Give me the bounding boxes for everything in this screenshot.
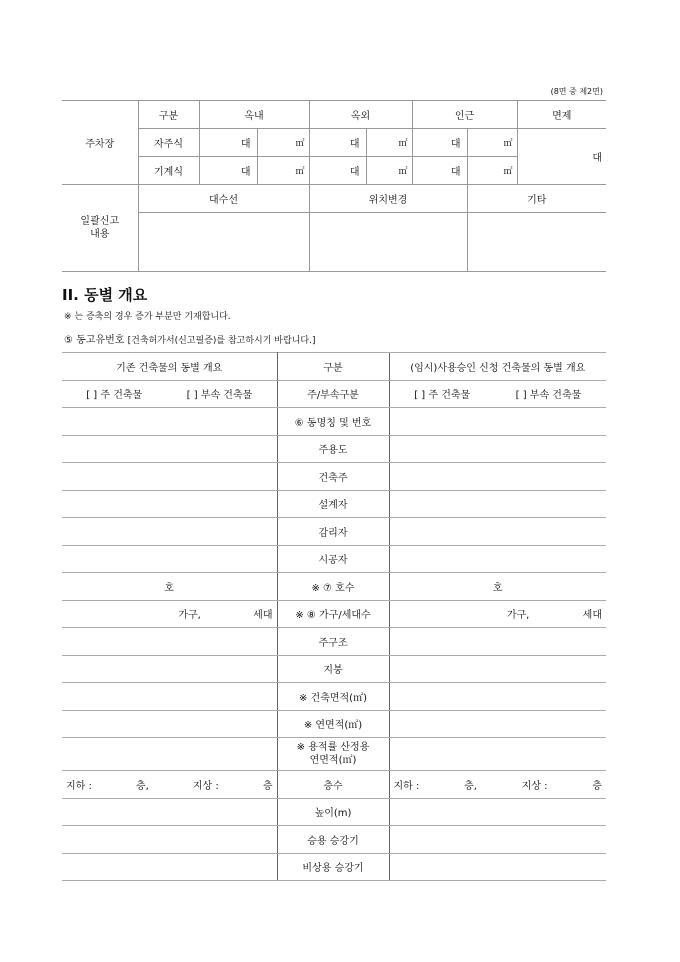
new-field[interactable] — [389, 490, 606, 518]
item-structure: 주구조 — [277, 628, 389, 656]
item-supervisor: 감리자 — [277, 518, 389, 546]
nearby-area[interactable]: ㎡ — [467, 129, 517, 157]
sedae-label: 세대 — [253, 610, 273, 622]
gubun-header: 구분 — [277, 353, 389, 381]
item-height: 높이(m) — [277, 798, 389, 826]
existing-field[interactable] — [62, 738, 277, 771]
bulk-col-relocate: 위치변경 — [309, 185, 467, 213]
new-field[interactable] — [389, 545, 606, 573]
new-ho[interactable]: 호 — [389, 573, 606, 601]
nearby-count[interactable]: 대 — [412, 129, 467, 157]
item-use: 주용도 — [277, 435, 389, 463]
new-field[interactable] — [389, 408, 606, 436]
bulk-label: 일괄신고 내용 — [62, 185, 138, 272]
parking-header-nearby: 인근 — [412, 101, 517, 129]
new-field[interactable] — [389, 655, 606, 683]
new-field[interactable] — [389, 435, 606, 463]
nearby-count-mech[interactable]: 대 — [412, 157, 467, 185]
indoor-area-mech[interactable]: ㎡ — [257, 157, 309, 185]
item-building-area: ※ 건축면적(㎡) — [277, 683, 389, 711]
item-household: ※ ⑧ 가구/세대수 — [277, 600, 389, 628]
parking-header-gubun: 구분 — [138, 101, 199, 129]
new-floors[interactable]: 지하 : 층, 지상 : 층 — [389, 771, 606, 799]
new-field[interactable] — [389, 826, 606, 854]
existing-ho[interactable]: 호 — [62, 573, 277, 601]
gagu-label: 가구, — [506, 610, 530, 622]
main-building-check[interactable]: [ ] 주 건축물 — [414, 390, 471, 402]
bulk-col-other: 기타 — [467, 185, 606, 213]
existing-type[interactable] — [62, 380, 277, 408]
existing-field[interactable] — [62, 798, 277, 826]
item-roof: 지붕 — [277, 655, 389, 683]
page-number: (8면 중 제2면) — [550, 87, 603, 96]
item-passenger-elevator: 승용 승강기 — [277, 826, 389, 854]
building-id-hint: [건축허가서(신고필증)를 참고하시기 바랍니다.] — [127, 336, 316, 346]
indoor-count[interactable]: 대 — [199, 129, 257, 157]
item-emergency-elevator: 비상용 승강기 — [277, 853, 389, 881]
existing-field[interactable] — [62, 518, 277, 546]
parking-table — [62, 100, 606, 272]
item-type: 주/부속구분 — [277, 380, 389, 408]
new-field[interactable] — [389, 798, 606, 826]
new-type[interactable] — [389, 380, 606, 408]
item-floors: 층수 — [277, 771, 389, 799]
new-field[interactable] — [389, 463, 606, 491]
nearby-area-mech[interactable]: ㎡ — [467, 157, 517, 185]
indoor-area[interactable]: ㎡ — [257, 129, 309, 157]
outdoor-count-mech[interactable]: 대 — [309, 157, 366, 185]
outdoor-area-mech[interactable]: ㎡ — [366, 157, 412, 185]
item-designer: 설계자 — [277, 490, 389, 518]
existing-field[interactable] — [62, 490, 277, 518]
sub-building-check[interactable]: [ ] 부속 건축물 — [515, 390, 582, 402]
existing-field[interactable] — [62, 655, 277, 683]
new-field[interactable] — [389, 710, 606, 738]
main-building-check[interactable]: [ ] 주 건축물 — [86, 390, 143, 402]
parking-header-outdoor: 옥외 — [309, 101, 412, 129]
parking-header-indoor: 옥내 — [199, 101, 309, 129]
parking-row-self: 자주식 — [138, 129, 199, 157]
sub-building-check[interactable]: [ ] 부속 건축물 — [186, 390, 253, 402]
building-overview-table — [62, 352, 606, 881]
bulk-relocate-field[interactable] — [309, 213, 467, 272]
item-constructor: 시공자 — [277, 545, 389, 573]
bulk-col-repair: 대수선 — [138, 185, 309, 213]
new-field[interactable] — [389, 628, 606, 656]
existing-field[interactable] — [62, 683, 277, 711]
item-total-area: ※ 연면적(㎡) — [277, 710, 389, 738]
outdoor-area[interactable]: ㎡ — [366, 129, 412, 157]
existing-field[interactable] — [62, 710, 277, 738]
existing-field[interactable] — [62, 435, 277, 463]
existing-field[interactable] — [62, 463, 277, 491]
parking-header-exempt: 면제 — [517, 101, 606, 129]
outdoor-count[interactable]: 대 — [309, 129, 366, 157]
new-header: (임시)사용승인 신청 건축물의 동별 개요 — [389, 353, 606, 381]
new-field[interactable] — [389, 518, 606, 546]
existing-field[interactable] — [62, 628, 277, 656]
existing-field[interactable] — [62, 826, 277, 854]
exempt-count[interactable]: 대 — [517, 129, 606, 185]
existing-floors[interactable]: 지하 : 층, 지상 : 층 — [62, 771, 277, 799]
new-field[interactable] — [389, 853, 606, 881]
parking-label: 주차장 — [62, 101, 138, 185]
existing-field[interactable] — [62, 853, 277, 881]
sedae-label: 세대 — [582, 610, 602, 622]
building-id-note — [64, 331, 315, 346]
gagu-label: 가구, — [178, 610, 201, 622]
parking-row-mech: 기계식 — [138, 157, 199, 185]
indoor-count-mech[interactable]: 대 — [199, 157, 257, 185]
item-name: ⑥ 동명칭 및 번호 — [277, 408, 389, 436]
existing-field[interactable] — [62, 408, 277, 436]
new-field[interactable] — [389, 683, 606, 711]
bulk-repair-field[interactable] — [138, 213, 309, 272]
existing-header: 기존 건축물의 동별 개요 — [62, 353, 277, 381]
item-far-area: ※ 용적률 산정용 연면적(㎡) — [277, 738, 389, 771]
section-title: II. 동별 개요 — [62, 286, 148, 304]
bulk-other-field[interactable] — [467, 213, 606, 272]
building-id-label: ⑤ 동고유번호 — [64, 335, 125, 346]
existing-field[interactable] — [62, 545, 277, 573]
existing-household[interactable] — [62, 600, 277, 628]
new-household[interactable] — [389, 600, 606, 628]
item-ho: ※ ⑦ 호수 — [277, 573, 389, 601]
new-field[interactable] — [389, 738, 606, 771]
increase-note: ※ 는 증축의 경우 증가 부분만 기재합니다. — [64, 312, 231, 322]
item-owner: 건축주 — [277, 463, 389, 491]
